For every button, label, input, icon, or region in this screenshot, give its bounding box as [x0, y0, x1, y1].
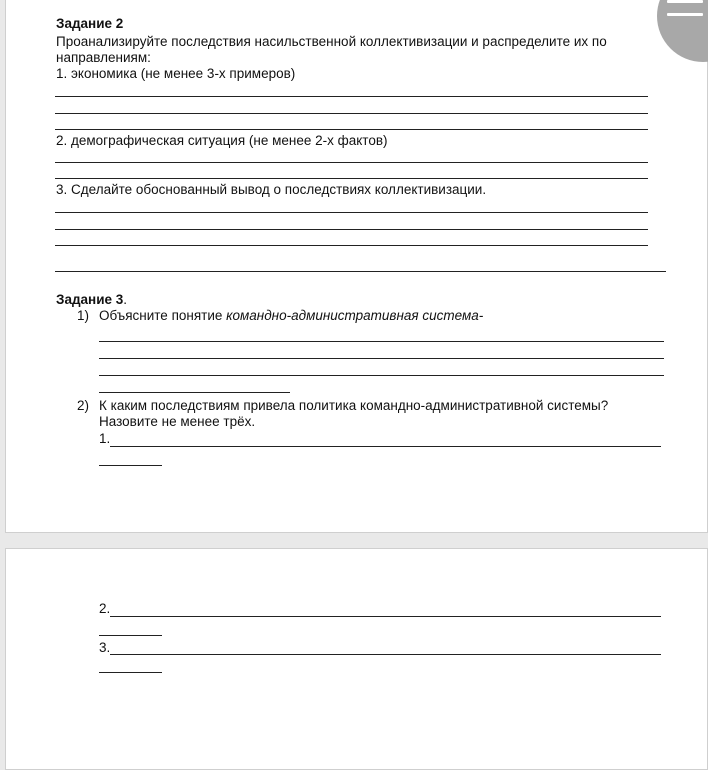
task3-title: Задание 3 [56, 292, 124, 307]
answer-1-line-continued[interactable] [99, 465, 162, 466]
task3-q1-term: командно-административная система- [226, 308, 484, 323]
task2-title: Задание 2 [56, 16, 124, 31]
answer-line[interactable] [55, 96, 648, 97]
task3-heading [56, 292, 127, 308]
answer-line[interactable] [55, 113, 648, 114]
task3-title-dot: . [123, 292, 128, 307]
answer-line[interactable] [55, 245, 648, 246]
answer-line-short[interactable] [99, 392, 290, 393]
answer-1-number: 1. [99, 431, 111, 446]
answer-line[interactable] [55, 129, 648, 130]
answer-line[interactable] [55, 178, 648, 179]
answer-line[interactable] [99, 341, 664, 342]
answer-1-line[interactable] [110, 446, 661, 447]
task3-q2-text-line1: К каким последствиям привела политика командно-административной системы? [99, 398, 609, 413]
answer-line[interactable] [55, 162, 648, 163]
answer-line[interactable] [99, 358, 664, 359]
task2-item-economy: 1. экономика (не менее 3-х примеров) [56, 66, 296, 81]
answer-2-number: 2. [99, 601, 111, 616]
answer-line[interactable] [55, 229, 648, 230]
task3-q2-number: 2) [77, 398, 90, 413]
answer-2-line[interactable] [110, 616, 661, 617]
answer-3-line-continued[interactable] [99, 672, 162, 673]
worksheet-page-2 [5, 548, 708, 770]
task3-q1 [99, 308, 483, 324]
task2-intro-line2: направлениям: [56, 50, 151, 65]
answer-line[interactable] [99, 375, 664, 376]
task3-q2-text-line2: Назовите не менее трёх. [99, 414, 256, 429]
task3-q1-text: Объясните понятие [99, 308, 227, 323]
task2-item-conclusion: 3. Сделайте обоснованный вывод о последствиях коллективизации. [56, 182, 487, 197]
task3-q1-number: 1) [77, 308, 90, 323]
separator-line [55, 271, 666, 272]
answer-2-line-continued[interactable] [99, 635, 162, 636]
worksheet-page-1 [5, 0, 708, 533]
answer-line[interactable] [55, 212, 648, 213]
answer-3-line[interactable] [110, 654, 661, 655]
task2-intro-line1: Проанализируйте последствия насильственной коллективизации и распределите их по [56, 34, 607, 49]
answer-3-number: 3. [99, 640, 111, 655]
task2-item-demography: 2. демографическая ситуация (не менее 2-х фактов) [56, 133, 388, 148]
